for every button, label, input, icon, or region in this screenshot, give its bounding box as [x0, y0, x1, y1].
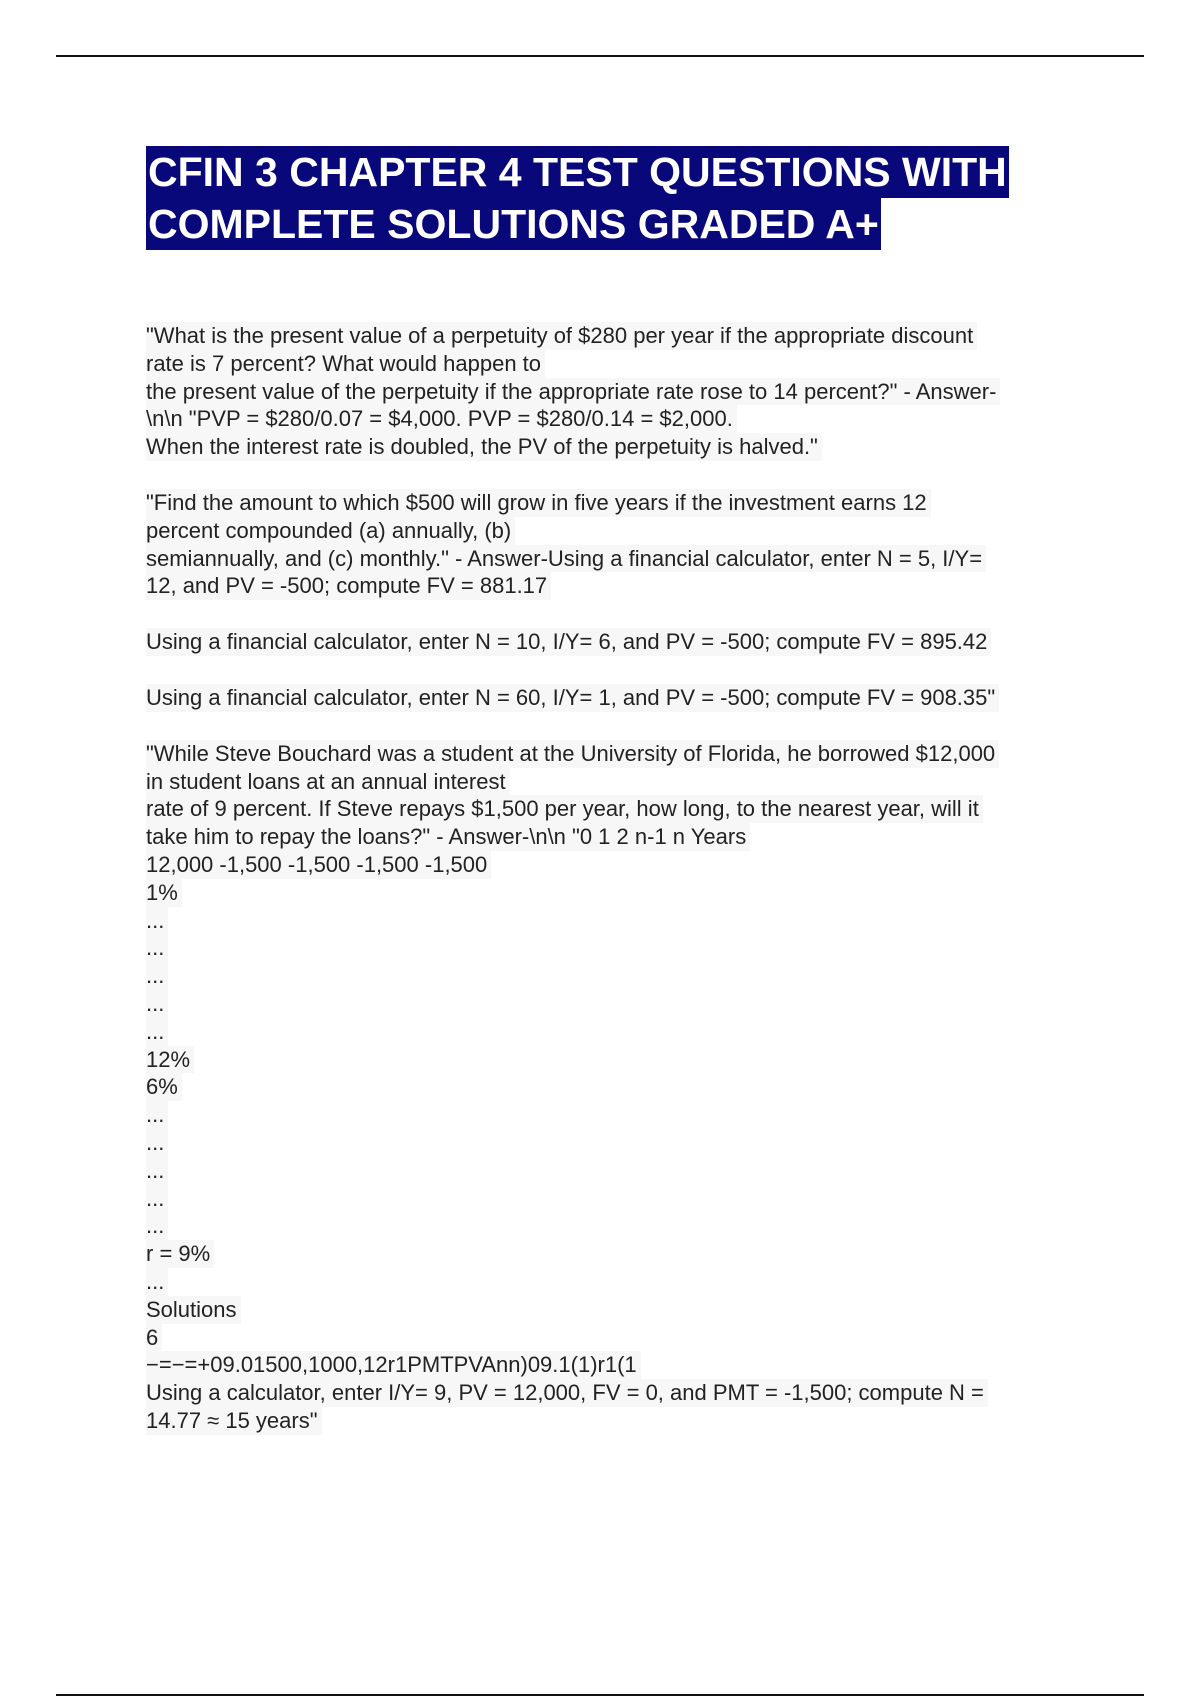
text-line: in student loans at an annual interest: [146, 768, 510, 796]
text-line: rate is 7 percent? What would happen to: [146, 350, 545, 378]
text-line: ...: [146, 907, 168, 935]
text-line: the present value of the perpetuity if the appropriate rate rose to 14 percent?" - Answer-: [146, 378, 1000, 406]
text-line: "Find the amount to which $500 will grow in five years if the investment earns 12: [146, 489, 931, 517]
text-line: ...: [146, 1129, 168, 1157]
qa-block-future-value: [146, 489, 1086, 600]
text-line: Solutions: [146, 1296, 241, 1324]
text-line: ...: [146, 990, 168, 1018]
text-line: take him to repay the loans?" - Answer-\n\n "0 1 2 n-1 n Years: [146, 823, 750, 851]
text-line: 12,000 -1,500 -1,500 -1,500 -1,500: [146, 851, 491, 879]
text-line: 6: [146, 1324, 162, 1352]
document-body: [146, 322, 1086, 1463]
text-line: 12%: [146, 1046, 194, 1074]
text-line: \n\n "PVP = $280/0.07 = $4,000. PVP = $280/0.14 = $2,000.: [146, 405, 737, 433]
text-line: ...: [146, 1268, 168, 1296]
text-line: "What is the present value of a perpetuity of $280 per year if the appropriate discount: [146, 322, 977, 350]
qa-block-perpetuity: [146, 322, 1086, 461]
text-line: ...: [146, 934, 168, 962]
text-line: ...: [146, 1212, 168, 1240]
text-line: 1%: [146, 879, 182, 907]
title-line-1: CFIN 3 CHAPTER 4 TEST QUESTIONS WITH: [146, 146, 1009, 198]
text-line: r = 9%: [146, 1240, 214, 1268]
title-line-2: COMPLETE SOLUTIONS GRADED A+: [146, 198, 881, 250]
text-line: Using a financial calculator, enter N = 10, I/Y= 6, and PV = -500; compute FV = 895.42: [146, 628, 991, 656]
text-line: rate of 9 percent. If Steve repays $1,500 per year, how long, to the nearest year, will it: [146, 795, 983, 823]
text-line: 14.77 ≈ 15 years": [146, 1407, 322, 1435]
qa-block-semiannual: [146, 628, 1086, 656]
text-line: ...: [146, 1185, 168, 1213]
text-line: ...: [146, 1157, 168, 1185]
text-line: ...: [146, 1018, 168, 1046]
text-line: When the interest rate is doubled, the PV of the perpetuity is halved.": [146, 433, 822, 461]
text-line: 12, and PV = -500; compute FV = 881.17: [146, 572, 551, 600]
text-line: percent compounded (a) annually, (b): [146, 517, 515, 545]
text-line: Using a financial calculator, enter N = 60, I/Y= 1, and PV = -500; compute FV = 908.35": [146, 684, 999, 712]
text-line: ...: [146, 962, 168, 990]
qa-block-monthly: [146, 684, 1086, 712]
qa-block-student-loans: [146, 740, 1086, 1435]
text-line: semiannually, and (c) monthly." - Answer-Using a financial calculator, enter N = 5, I/Y=: [146, 545, 986, 573]
text-line: 6%: [146, 1073, 182, 1101]
text-line: Using a calculator, enter I/Y= 9, PV = 12,000, FV = 0, and PMT = -1,500; compute N =: [146, 1379, 988, 1407]
bottom-rule: [56, 1694, 1144, 1696]
text-line: "While Steve Bouchard was a student at the University of Florida, he borrowed $12,000: [146, 740, 999, 768]
text-line: −=−=+09.01500,1000,12r1PMTPVAnn)09.1(1)r1(1: [146, 1351, 641, 1379]
text-line: ...: [146, 1101, 168, 1129]
document-title: [146, 146, 1076, 250]
top-rule: [56, 55, 1144, 57]
